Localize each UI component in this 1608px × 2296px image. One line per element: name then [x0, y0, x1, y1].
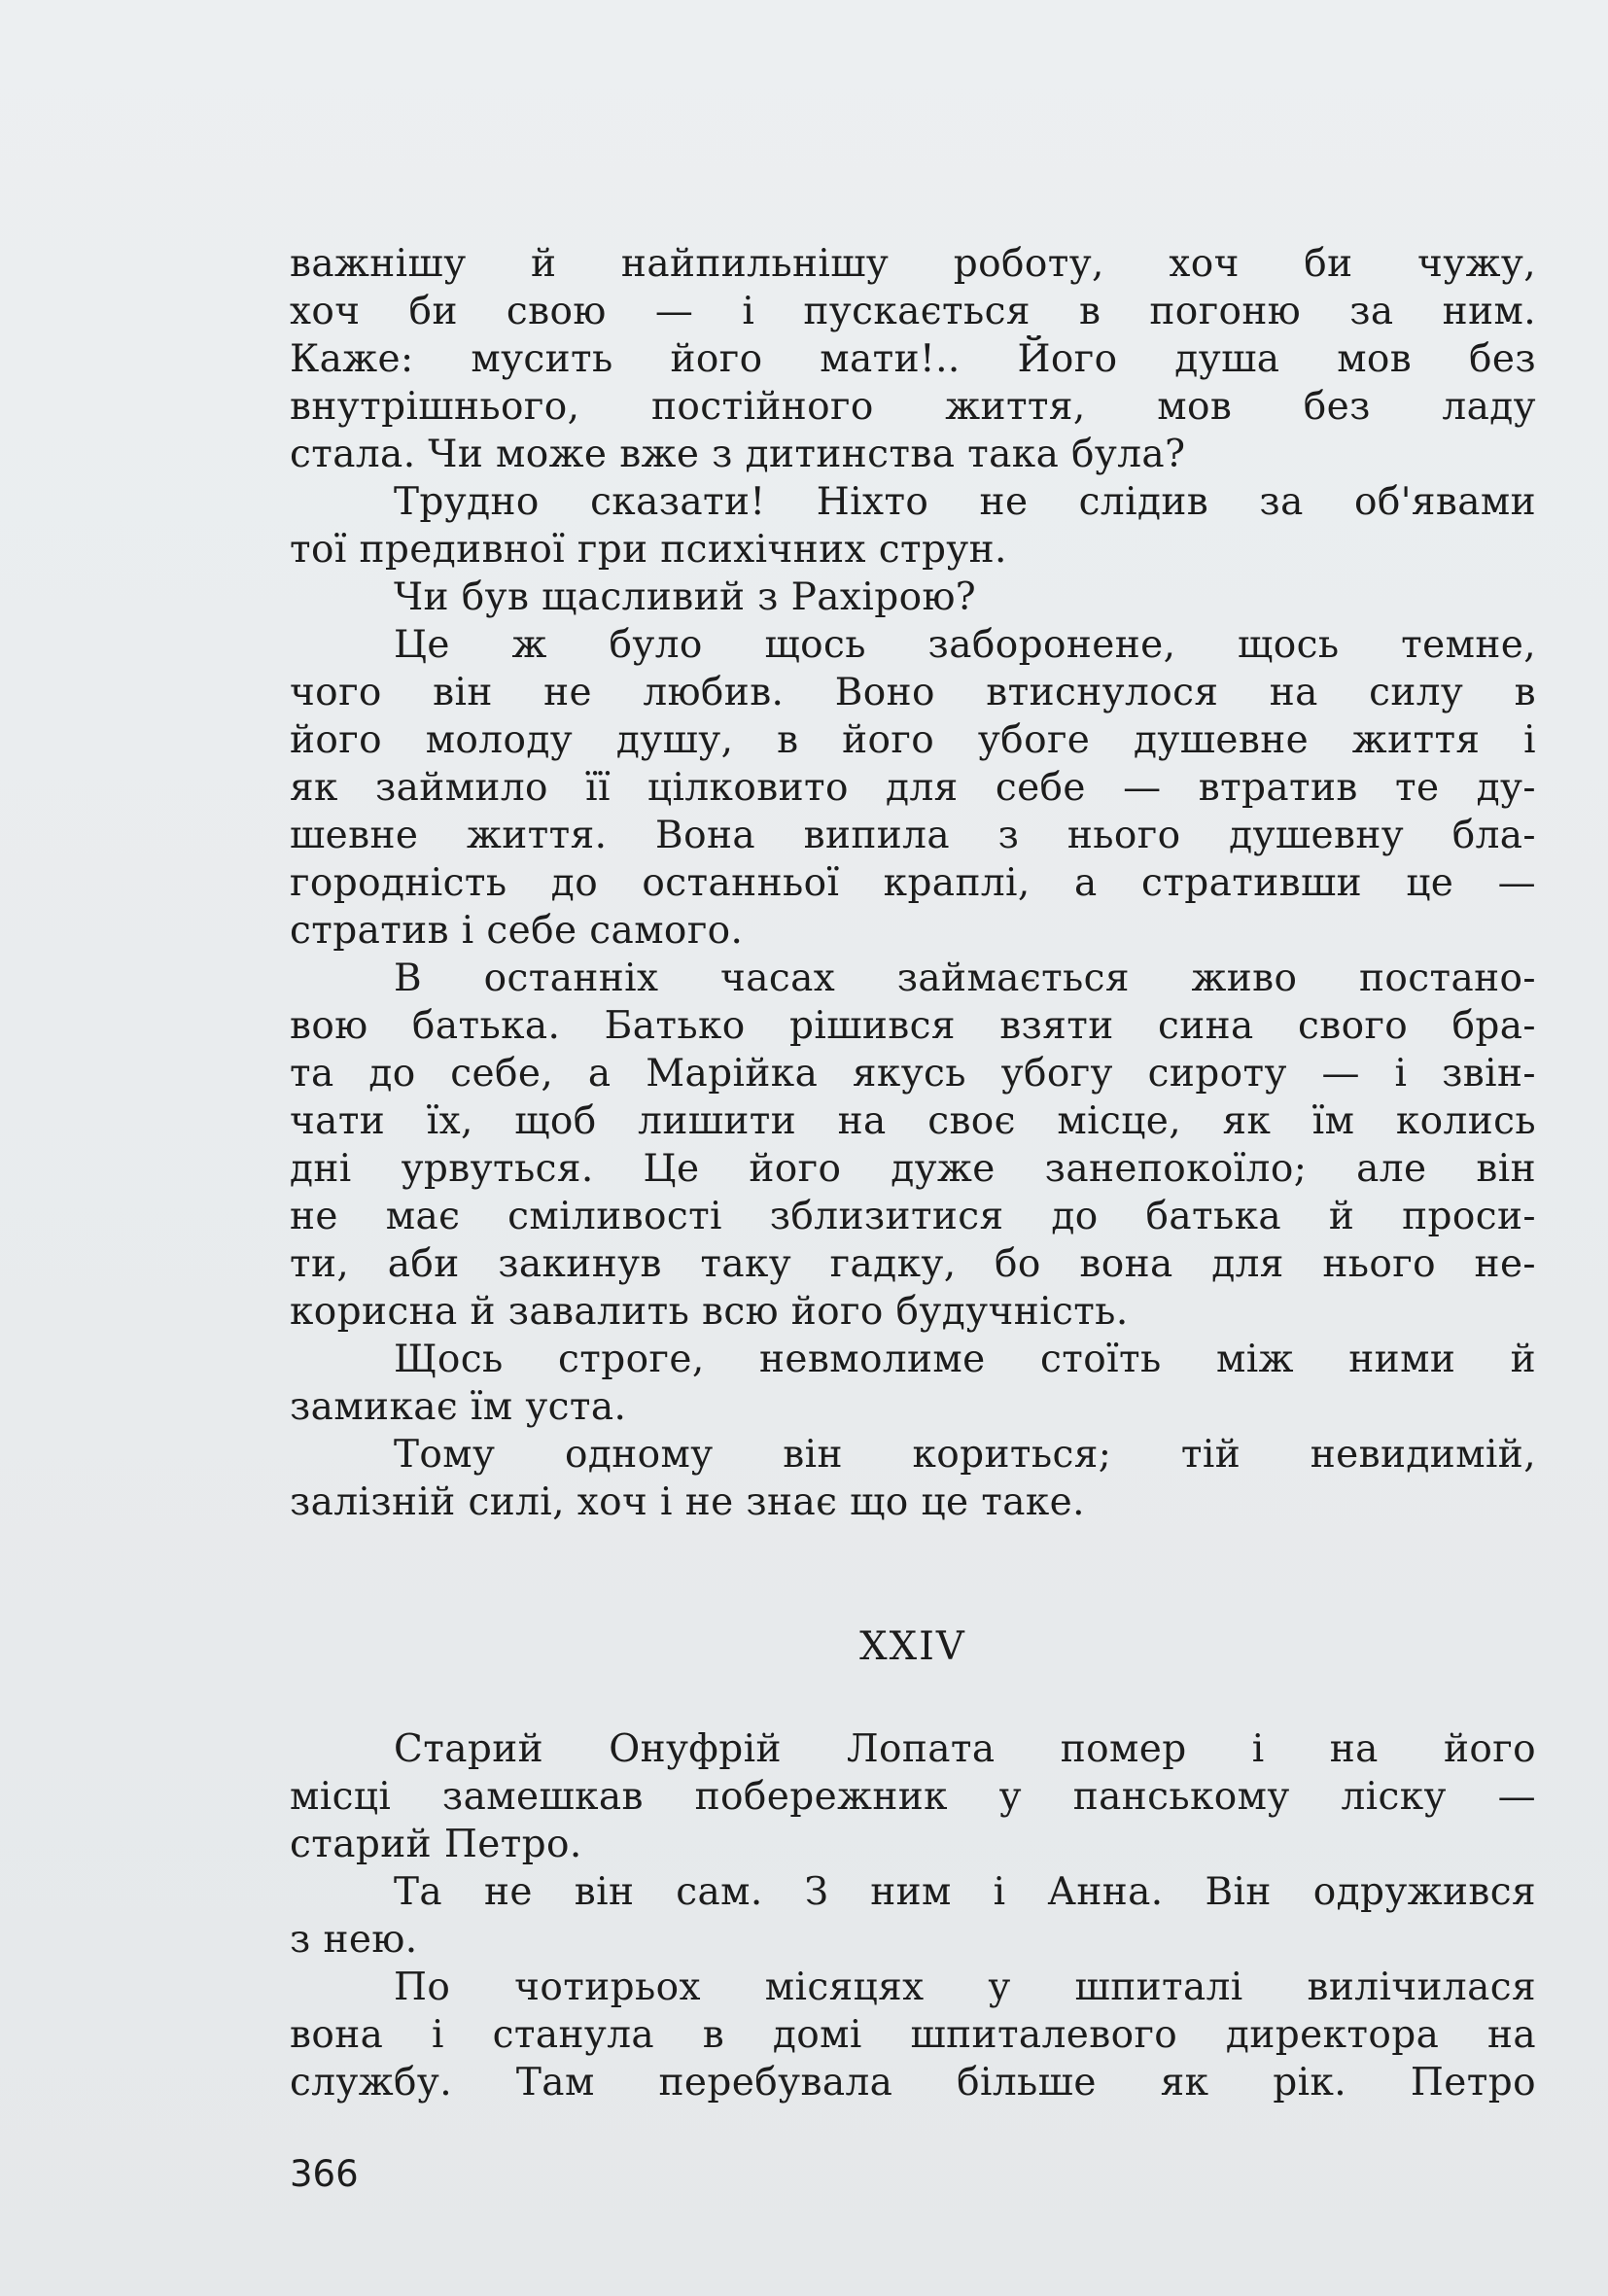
text-line: дні урвуться. Це його дуже занепокоїло; але він — [290, 1147, 1536, 1191]
text-line: городність до останньої краплі, а стративши це — — [290, 861, 1536, 905]
text-line: вою батька. Батько рішився взяти сина свого бра- — [290, 1004, 1536, 1048]
text-line: стала. Чи може вже з дитинства така була? — [290, 433, 1186, 476]
text-line: внутрішнього, постійного життя, мов без ладу — [290, 385, 1536, 429]
page-number: 366 — [290, 2153, 359, 2195]
text-line: замикає їм уста. — [290, 1385, 627, 1429]
text-line: чого він не любив. Воно втиснулося на силу в — [290, 671, 1536, 714]
text-line: хоч би свою — і пускається в погоню за ним. — [290, 290, 1536, 333]
text-line: не має сміливості зблизитися до батька й проси- — [290, 1195, 1536, 1238]
text-line: Каже: мусить його мати!.. Його душа мов без — [290, 337, 1536, 381]
text-line: чати їх, щоб лишити на своє місце, як їм колись — [290, 1099, 1536, 1143]
text-line: Чи був щасливий з Рахірою? — [394, 575, 977, 619]
text-line: В останніх часах займається живо постано- — [394, 957, 1536, 1000]
text-line: важнішу й найпильнішу роботу, хоч би чужу, — [290, 242, 1536, 286]
text-line: як займило її цілковито для себе — втратив те ду- — [290, 766, 1536, 810]
text-line: шевне життя. Вона випила з нього душевну бла- — [290, 814, 1536, 857]
text-line: Тому одному він кориться; тій невидимій, — [394, 1433, 1536, 1477]
text-line: та до себе, а Марійка якусь убогу сироту — і звін- — [290, 1052, 1536, 1096]
text-line: службу. Там перебувала більше як рік. Петро — [290, 2061, 1536, 2105]
text-line: з нею. — [290, 1918, 418, 1962]
text-line: корисна й завалить всю його будучність. — [290, 1290, 1129, 1334]
text-line: Щось строге, невмолиме стоїть між ними й — [394, 1338, 1536, 1381]
text-line: Це ж було щось заборонене, щось темне, — [394, 623, 1536, 667]
text-line: вона і станула в домі шпиталевого директора на — [290, 2013, 1536, 2057]
text-line: Трудно сказати! Ніхто не слідив за об'явами — [394, 480, 1536, 524]
text-line: залізній силі, хоч і не знає що це таке. — [290, 1480, 1085, 1524]
text-line: місці замешкав побережник у панському ліску — — [290, 1775, 1536, 1819]
text-line: ти, аби закинув таку гадку, бо вона для нього не- — [290, 1242, 1536, 1286]
text-line: його молоду душу, в його убоге душевне життя і — [290, 718, 1536, 762]
text-line: стратив і себе самого. — [290, 909, 744, 953]
page-text-part-2 — [290, 1725, 1536, 2106]
text-line: Старий Онуфрій Лопата помер і на його — [394, 1727, 1536, 1771]
text-line: Та не він сам. З ним і Анна. Він одружився — [394, 1870, 1536, 1914]
page-text-part-1 — [290, 240, 1536, 1526]
text-line: старий Петро. — [290, 1823, 582, 1866]
text-line: тої предивної гри психічних струн. — [290, 528, 1007, 572]
chapter-heading: XXIV — [859, 1624, 966, 1669]
text-line: По чотирьох місяцях у шпиталі вилічилася — [394, 1966, 1536, 2009]
